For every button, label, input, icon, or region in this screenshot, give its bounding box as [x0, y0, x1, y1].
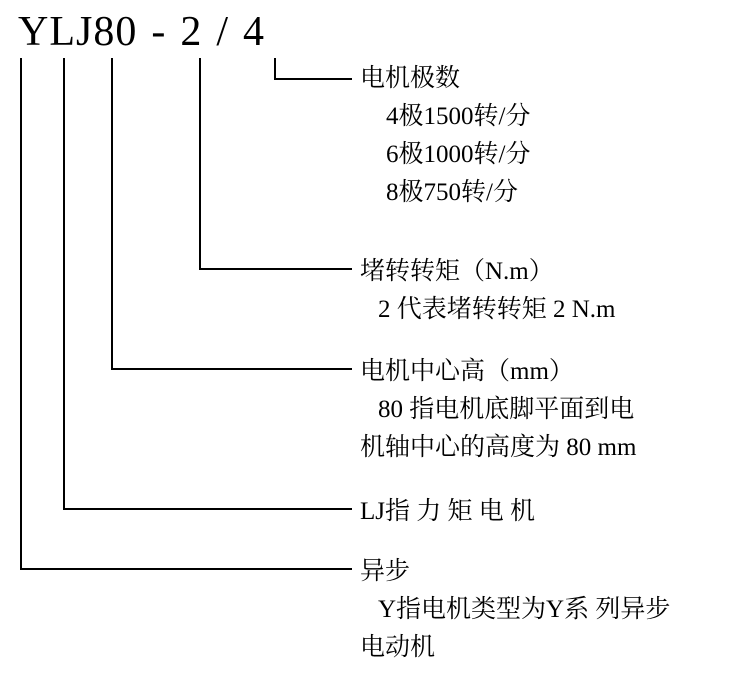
callout-torque-line-0: 堵转转矩（N.m） — [360, 258, 554, 285]
callout-poles-line-3: 8极750转/分 — [386, 179, 518, 206]
model-code — [18, 8, 265, 56]
code-dash: - — [151, 9, 167, 55]
callout-asynchronous-line-0: 异步 — [360, 558, 411, 585]
callout-torque-line-1: 2 代表堵转转矩 2 N.m — [378, 296, 616, 323]
code-torque: 2 — [180, 9, 203, 55]
callout-center-height-line-2: 机轴中心的高度为 80 mm — [360, 434, 637, 461]
code-slash: / — [216, 9, 230, 55]
callout-poles-line-2: 6极1000转/分 — [386, 141, 531, 168]
callout-poles-line-0: 电机极数 — [360, 65, 461, 92]
callout-poles-line-1: 4极1500转/分 — [386, 103, 531, 130]
leader-line-poles-horizontal — [274, 78, 352, 80]
leader-line-torque-horizontal — [199, 268, 352, 270]
callout-torque-motor-line-0: LJ指 力 矩 电 机 — [360, 498, 536, 525]
leader-line-asynchronous-vertical — [20, 58, 22, 570]
leader-line-poles-vertical — [274, 58, 276, 80]
leader-line-torque-vertical — [199, 58, 201, 270]
callout-center-height-line-0: 电机中心高（mm） — [360, 358, 574, 385]
leader-line-asynchronous-horizontal — [20, 568, 352, 570]
callout-center-height — [360, 353, 636, 467]
callout-asynchronous-line-1: Y指电机类型为Y系 列异步 — [378, 596, 671, 623]
callout-asynchronous-line-2: 电动机 — [360, 634, 436, 661]
callout-poles — [360, 60, 530, 212]
leader-line-torque-motor-vertical — [63, 58, 65, 510]
callout-center-height-line-1: 80 指电机底脚平面到电 — [378, 396, 635, 423]
leader-line-torque-motor-horizontal — [63, 508, 352, 510]
callout-torque-motor — [360, 493, 535, 531]
leader-line-center-height-horizontal — [111, 368, 352, 370]
code-series-frame: YLJ80 — [18, 9, 138, 55]
leader-line-center-height-vertical — [111, 58, 113, 370]
code-poles: 4 — [243, 9, 266, 55]
callout-asynchronous — [360, 553, 670, 667]
callout-locked-rotor-torque — [360, 253, 616, 329]
